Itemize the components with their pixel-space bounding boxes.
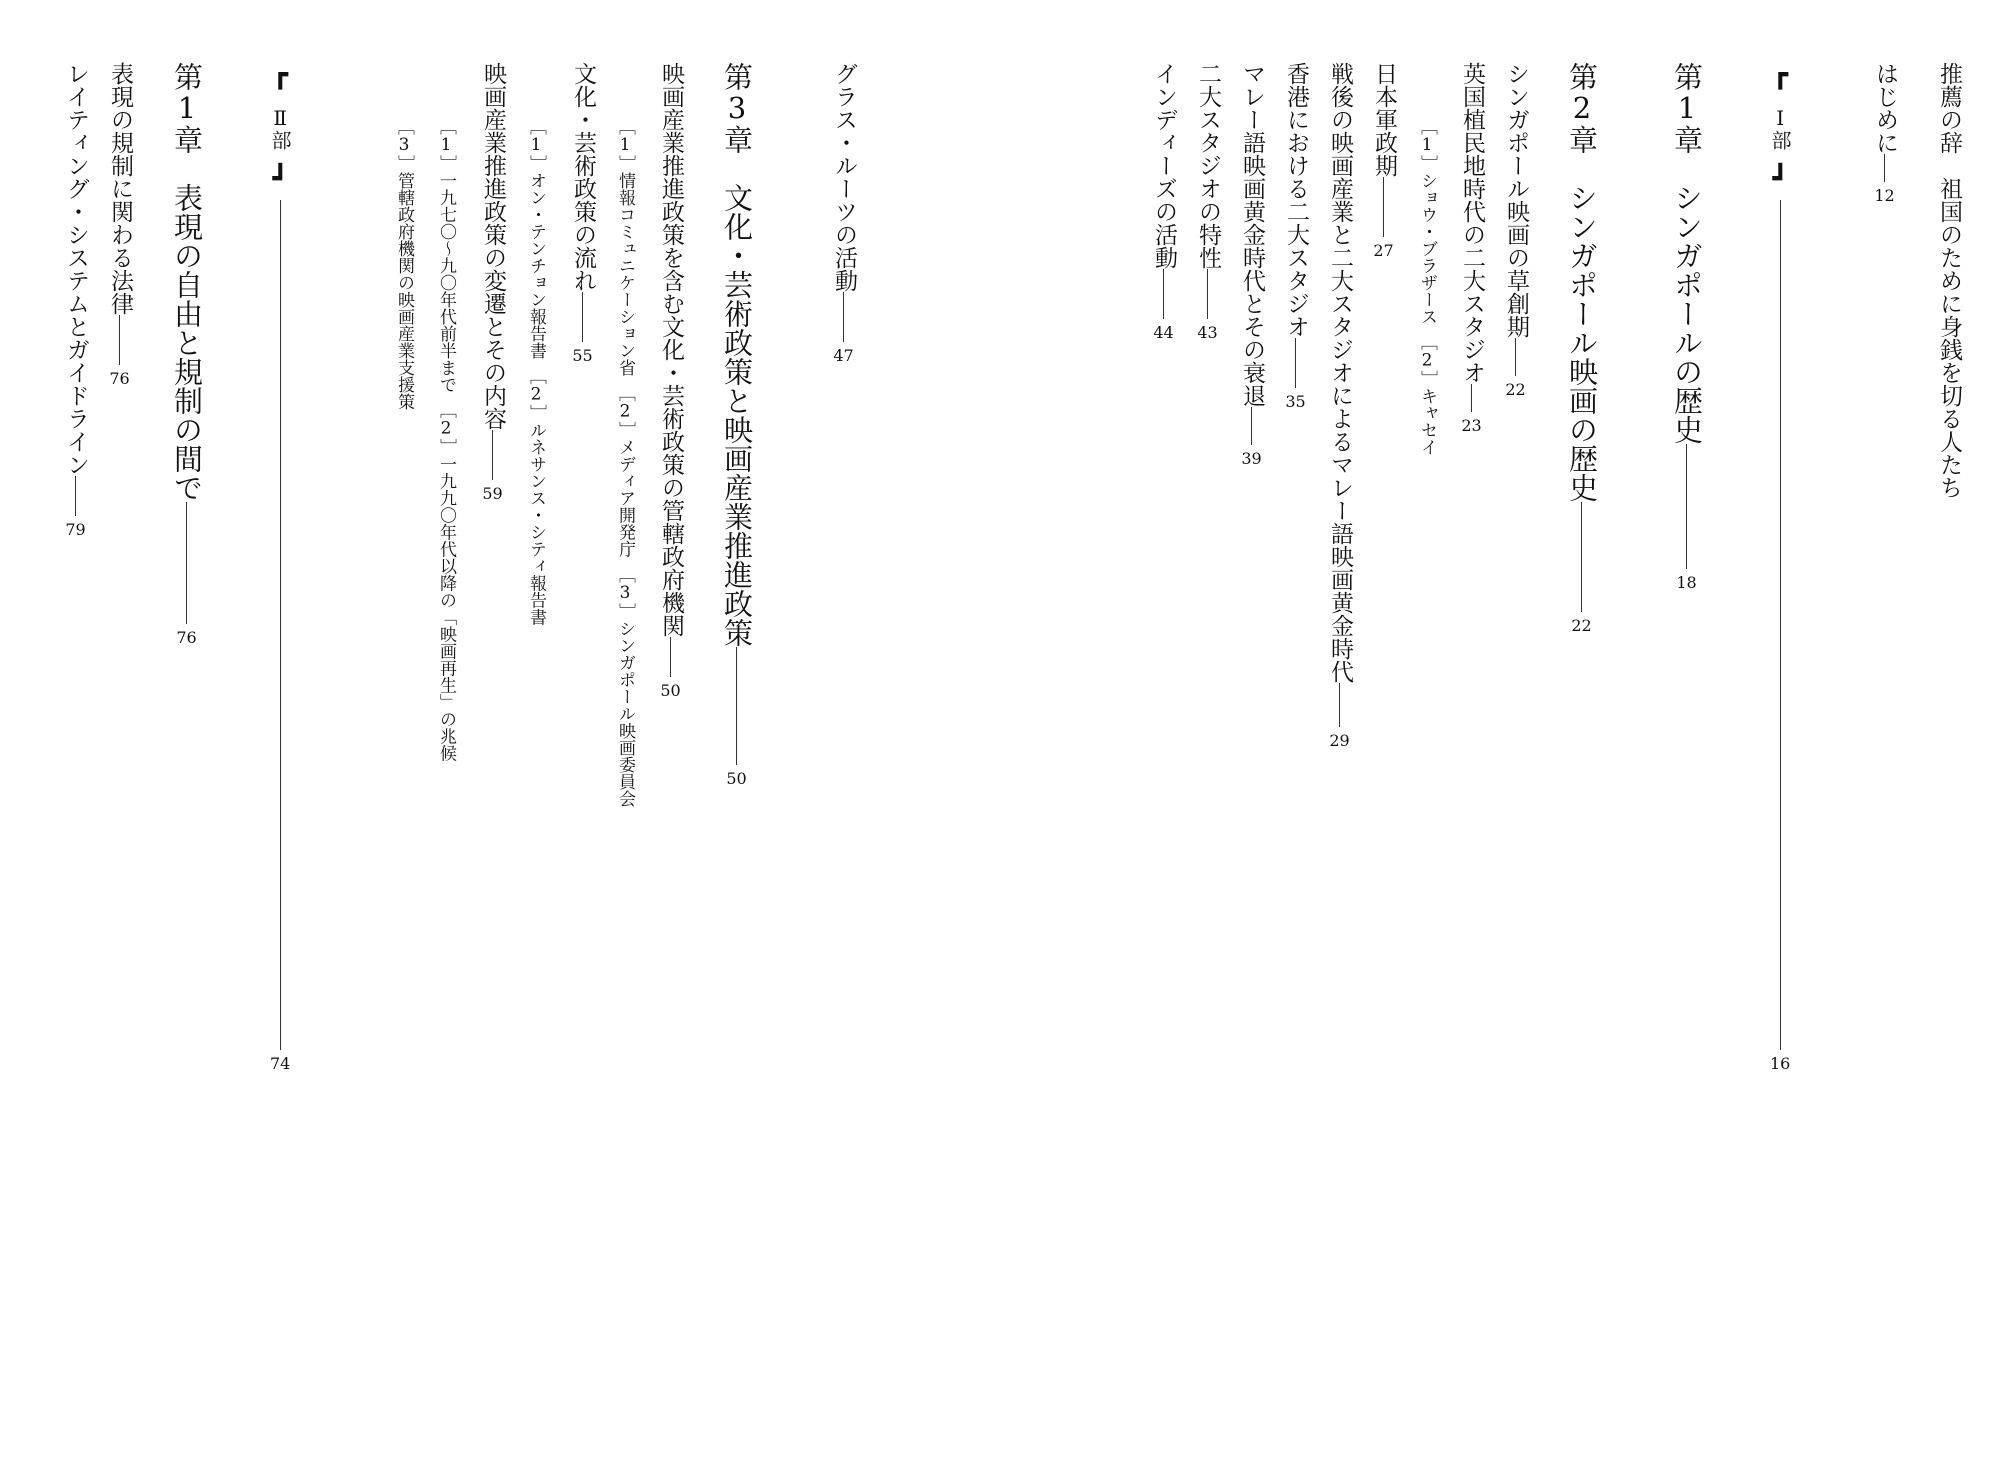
leader-line: [492, 430, 493, 480]
toc-section-3-2[interactable]: [571, 62, 594, 365]
bracket-close: ┛: [272, 164, 288, 194]
toc-subsection-3-1[interactable]: [616, 118, 633, 807]
toc-chapter-1-3[interactable]: [720, 62, 754, 788]
leader-line: [1884, 154, 1885, 182]
page-number: 50: [660, 681, 681, 700]
page-number: 22: [1505, 380, 1526, 399]
entry-text: シンガポール映画の草創期: [1503, 62, 1529, 338]
entry-text: レイティング・システムとガイドライン: [63, 62, 89, 476]
leader-line: [1515, 338, 1516, 376]
page-number: 29: [1329, 731, 1350, 750]
leader-line: [1780, 200, 1781, 1050]
leader-line: [582, 292, 583, 342]
bracket-open: ┏: [1772, 60, 1788, 90]
toc-chapter-1-2[interactable]: [1565, 62, 1599, 635]
entry-text: 表現の規制に関わる法律: [107, 62, 133, 315]
bracket-open: ┏: [272, 60, 288, 90]
toc-section-3-1[interactable]: [659, 62, 682, 700]
part-title: Ⅰ部: [1768, 106, 1793, 150]
page-number: 35: [1285, 392, 1306, 411]
toc-part-2[interactable]: [268, 60, 293, 1073]
entry-text: 映画産業推進政策の変遷とその内容: [480, 62, 506, 430]
toc-entry-introduction[interactable]: [1873, 62, 1896, 205]
page-number: 44: [1153, 323, 1174, 342]
page-number: 16: [1770, 1054, 1791, 1073]
leader-line: [1383, 177, 1384, 237]
toc-chapter-2-1[interactable]: [170, 62, 204, 647]
toc-section-2-7[interactable]: [1196, 62, 1219, 342]
page-number: 22: [1571, 616, 1592, 635]
toc-section-3-3[interactable]: [481, 62, 504, 503]
page-number: 50: [726, 769, 747, 788]
leader-line: [75, 476, 76, 516]
toc-section-2-1-1[interactable]: [108, 62, 131, 388]
toc-section-2-3[interactable]: [1372, 62, 1395, 260]
toc-entry-foreword[interactable]: [1937, 62, 1960, 499]
chapter-title: 第2章 シンガポール映画の歴史: [1565, 62, 1599, 502]
bracket-close: ┛: [1772, 164, 1788, 194]
page-number: 23: [1461, 416, 1482, 435]
entry-text: ［1］ショウ・ブラザース ［2］キャセイ: [1417, 118, 1437, 456]
page-number: 59: [482, 484, 503, 503]
entry-text: はじめに: [1872, 62, 1898, 154]
entry-text: 戦後の映画産業と二大スタジオによるマレー語映画黄金時代: [1327, 62, 1353, 683]
leader-line: [843, 292, 844, 342]
leader-line: [1207, 269, 1208, 319]
page-number: 79: [65, 520, 86, 539]
page-number: 74: [270, 1054, 291, 1073]
entry-text: 香港における二大スタジオ: [1283, 62, 1309, 338]
toc-subsection-2-2[interactable]: [1418, 118, 1435, 456]
toc-chapter-1-1[interactable]: [1670, 62, 1704, 592]
page-number: 18: [1676, 573, 1697, 592]
chapter-title: 第1章 表現の自由と規制の間で: [170, 62, 204, 502]
leader-line: [736, 647, 737, 765]
page-number: 47: [833, 346, 854, 365]
leader-line: [670, 637, 671, 677]
leader-line: [280, 200, 281, 1050]
toc-section-2-8[interactable]: [1152, 62, 1175, 342]
entry-text: ［1］情報コミュニケーション省 ［2］メディア開発庁 ［3］シンガポール映画委員会: [615, 118, 635, 807]
entry-text: 日本軍政期: [1371, 62, 1397, 177]
toc-section-2-5[interactable]: [1284, 62, 1307, 411]
toc-section-2-1[interactable]: [1504, 62, 1527, 399]
part-title: Ⅱ部: [268, 106, 293, 150]
entry-text: 映画産業推進政策を含む文化・芸術政策の管轄政府機関: [658, 62, 684, 637]
leader-line: [1295, 338, 1296, 388]
page-number: 12: [1874, 186, 1895, 205]
entry-text: ［3］管轄政府機関の映画産業支援策: [394, 118, 414, 410]
toc-subsection-3-3a[interactable]: [437, 118, 454, 762]
entry-text: グラス・ルーツの活動: [831, 62, 857, 292]
toc-section-2-2[interactable]: [1460, 62, 1483, 435]
toc-subsection-3-2[interactable]: [527, 118, 544, 626]
toc-section-2-1-2[interactable]: [64, 62, 87, 539]
entry-text: ［1］オン・テンチョン報告書 ［2］ルネサンス・シティ報告書: [526, 118, 546, 626]
leader-line: [1471, 384, 1472, 412]
entry-text: マレー語映画黄金時代とその衰退: [1239, 62, 1265, 407]
page-number: 55: [572, 346, 593, 365]
page-number: 43: [1197, 323, 1218, 342]
entry-text: インディーズの活動: [1151, 62, 1177, 269]
leader-line: [1163, 269, 1164, 319]
leader-line: [1251, 407, 1252, 445]
leader-line: [119, 315, 120, 365]
page-number: 27: [1373, 241, 1394, 260]
entry-text: 推薦の辞 祖国のために身銭を切る人たち: [1936, 62, 1962, 499]
entry-text: 英国植民地時代の二大スタジオ: [1459, 62, 1485, 384]
leader-line: [1686, 444, 1687, 569]
toc-subsection-3-3b[interactable]: [395, 118, 412, 410]
toc-section-2-9[interactable]: [832, 62, 855, 365]
entry-text: ［1］一九七〇～九〇年代前半まで ［2］一九九〇年代以降の「映画再生」の兆候: [436, 118, 456, 762]
page-number: 76: [176, 628, 197, 647]
toc-section-2-6[interactable]: [1240, 62, 1263, 468]
entry-text: 二大スタジオの特性: [1195, 62, 1221, 269]
chapter-title: 第3章 文化・芸術政策と映画産業推進政策: [720, 62, 754, 647]
page-number: 39: [1241, 449, 1262, 468]
leader-line: [1581, 502, 1582, 612]
leader-line: [186, 502, 187, 624]
page-number: 76: [109, 369, 130, 388]
toc-part-1[interactable]: [1768, 60, 1793, 1073]
chapter-title: 第1章 シンガポールの歴史: [1670, 62, 1704, 444]
toc-section-2-4[interactable]: [1328, 62, 1351, 750]
leader-line: [1339, 683, 1340, 727]
entry-text: 文化・芸術政策の流れ: [570, 62, 596, 292]
